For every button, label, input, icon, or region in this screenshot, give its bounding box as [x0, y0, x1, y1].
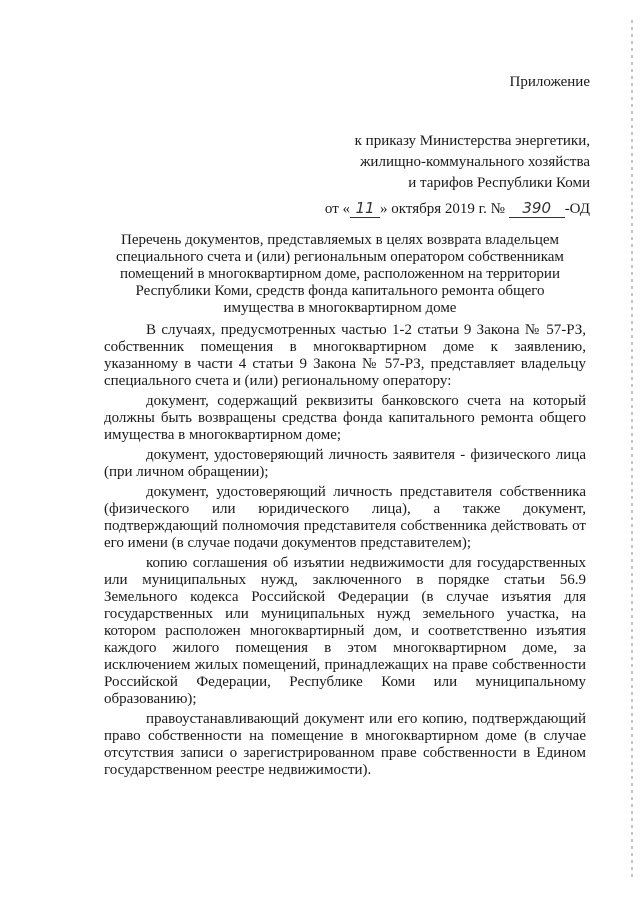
appendix-reference: [355, 131, 590, 194]
order-date-number: [325, 199, 590, 218]
paragraph: документ, содержащий реквизиты банковского счета на который должны быть возвращены средства фонда капитального ремонта общего имущества в многоквартирном доме;: [104, 393, 586, 443]
paragraph: правоустанавливающий документ или его копию, подтверждающий право собственности на помещение в многоквартирном доме (в случае отсутствия записи о зарегистрированном праве собственности в Едином государственном реестре недвижимости).: [104, 711, 586, 778]
order-suffix: -ОД: [564, 201, 590, 217]
paragraph: документ, удостоверяющий личность заявителя - физического лица (при личном обращении);: [104, 447, 586, 480]
paragraph: В случаях, предусмотренных частью 1-2 статьи 9 Закона № 57-РЗ, собственник помещения в многоквартирном доме к заявлению, указанному в части 4 статьи 9 Закона № 57-РЗ, представляет владельцу специального счета и (или) региональному оператору:: [104, 322, 586, 389]
paragraph: копию соглашения об изъятии недвижимости для государственных или муниципальных нужд, заключенного в порядке статьи 56.9 Земельного кодекса Российской Федерации (в случае изъятия для государственных или муниципальных нужд земельного участка, на котором расположен многоквартирный дом, и соответственно изъятия каждого жилого помещения в этом многоквартирном доме, за исключением жилых помещений, принадлежащих на праве собственности Российской Федерации, Республике Коми или муниципальному образованию);: [104, 555, 586, 707]
appendix-line: жилищно-коммунального хозяйства: [360, 154, 590, 170]
paragraph: документ, удостоверяющий личность представителя собственника (физического или юридического лица), а также документ, подтверждающий полномочия представителя собственника действовать от его имени (в случае подачи документов представителем);: [104, 484, 586, 551]
order-day: 11: [350, 199, 380, 218]
order-prefix: от «: [324, 201, 351, 217]
order-number: 390: [509, 199, 565, 218]
order-middle: » октября 2019 г. №: [380, 201, 505, 217]
document-body: [104, 322, 586, 782]
scan-edge-mark: [631, 20, 633, 880]
document-title: Перечень документов, представляемых в целях возврата владельцем специального счета и (или) региональным оператором собственникам помещений в многоквартирном доме, расположенном на территории Республики Коми, средств фонда капитального ремонта общего имущества в многоквартирном доме: [116, 232, 564, 316]
appendix-title: Приложение: [509, 74, 590, 90]
appendix-line: и тарифов Республики Коми: [408, 175, 590, 191]
appendix-line: к приказу Министерства энергетики,: [354, 133, 590, 149]
